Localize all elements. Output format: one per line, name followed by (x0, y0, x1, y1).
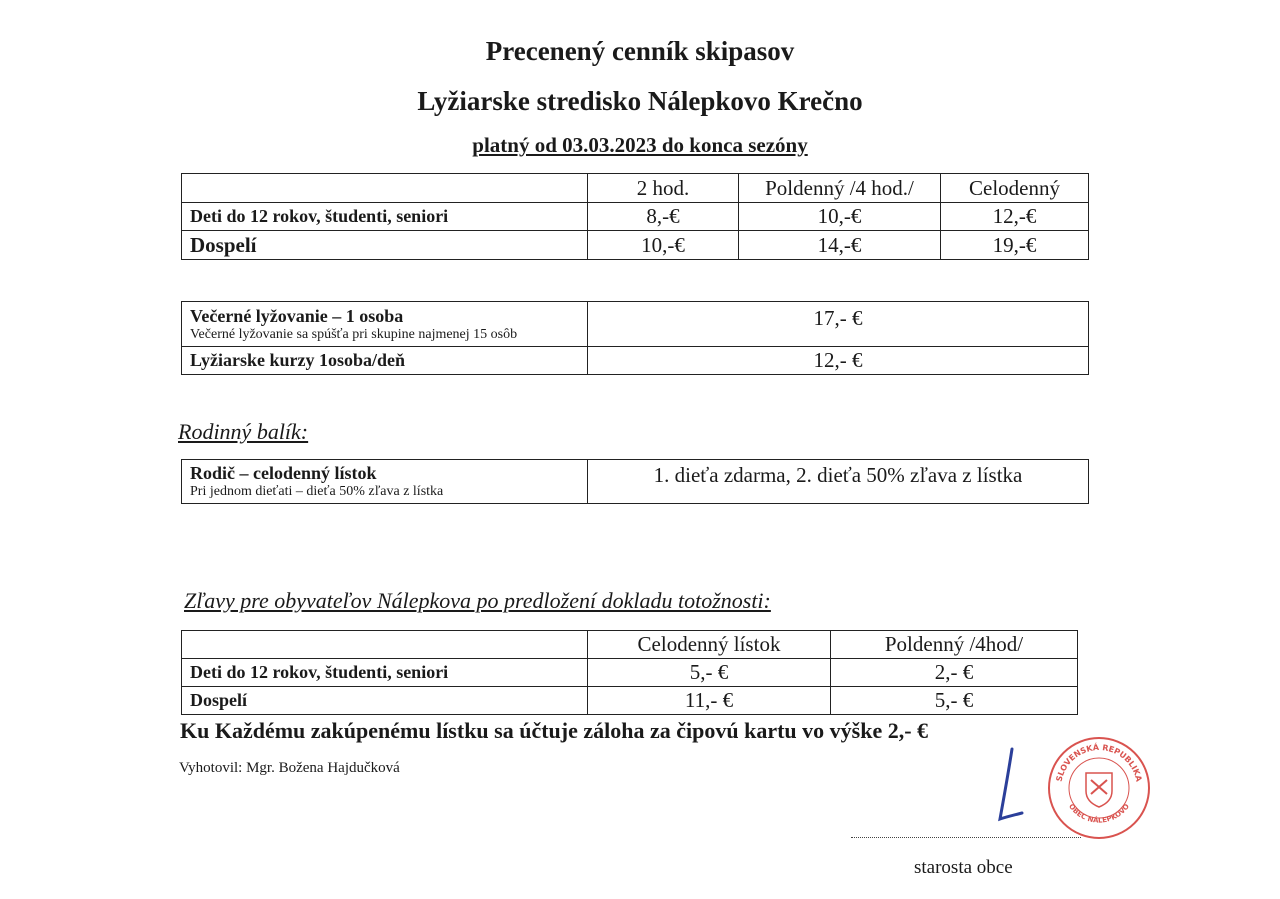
row-label: Deti do 12 rokov, študenti, seniori (182, 203, 588, 231)
price-cell: 5,- € (588, 659, 831, 687)
validity-line (0, 133, 1280, 158)
family-table (181, 459, 1089, 504)
price-cell: 19,-€ (941, 231, 1089, 260)
table-row (182, 302, 1089, 347)
price-table (181, 173, 1089, 260)
price-cell: 10,-€ (739, 203, 941, 231)
table-row (182, 347, 1089, 375)
column-header: Celodenný lístok (588, 631, 831, 659)
empty-header-cell (182, 174, 588, 203)
residents-header-row (182, 631, 1078, 659)
column-header: 2 hod. (588, 174, 739, 203)
price-cell: 12,- € (588, 347, 1089, 375)
svg-text:SLOVENSKÁ REPUBLIKA: SLOVENSKÁ REPUBLIKA (1054, 742, 1144, 783)
price-cell: 12,-€ (941, 203, 1089, 231)
prepared-by: Vyhotovil: Mgr. Božena Hajdučková (179, 760, 400, 776)
table-row (182, 460, 1089, 504)
validity-text: platný od 03.03.2023 do konca sezóny (472, 133, 808, 157)
column-header: Celodenný (941, 174, 1089, 203)
row-label-cell (182, 302, 588, 347)
table-row (182, 659, 1078, 687)
row-label: Rodič – celodenný lístok (190, 463, 377, 483)
family-offer: 1. dieťa zdarma, 2. dieťa 50% zľava z lístka (588, 460, 1089, 504)
row-label-cell (182, 460, 588, 504)
price-cell: 10,-€ (588, 231, 739, 260)
empty-header-cell (182, 631, 588, 659)
residents-table (181, 630, 1078, 715)
price-cell: 17,- € (588, 302, 1089, 347)
price-cell: 5,- € (831, 687, 1078, 715)
extra-services-table (181, 301, 1089, 375)
residents-heading: Zľavy pre obyvateľov Nálepkova po predložení dokladu totožnosti: (184, 588, 771, 613)
row-label: Dospelí (182, 231, 588, 260)
signature-mark (990, 745, 1030, 825)
price-table-header-row (182, 174, 1089, 203)
table-row (182, 231, 1089, 260)
deposit-note: Ku Každému zakúpenému lístku sa účtuje záloha za čipovú kartu vo výške 2,- € (180, 718, 929, 743)
document-title: Precenený cenník skipasov (485, 36, 795, 66)
row-label: Lyžiarske kurzy 1osoba/deň (182, 347, 588, 375)
column-header: Poldenný /4 hod./ (739, 174, 941, 203)
official-stamp (1046, 735, 1152, 841)
row-label: Deti do 12 rokov, študenti, seniori (182, 659, 588, 687)
row-note: Večerné lyžovanie sa spúšťa pri skupine najmenej 15 osôb (190, 326, 518, 342)
price-cell: 2,- € (831, 659, 1078, 687)
price-cell: 8,-€ (588, 203, 739, 231)
price-cell: 11,- € (588, 687, 831, 715)
signature-line (851, 837, 1081, 838)
table-row (182, 687, 1078, 715)
family-heading: Rodinný balík: (178, 419, 309, 444)
price-cell: 14,-€ (739, 231, 941, 260)
row-note: Pri jednom dieťati – dieťa 50% zľava z lístka (190, 484, 444, 499)
table-row (182, 203, 1089, 231)
resort-name: Lyžiarske stredisko Nálepkovo Krečno (417, 86, 863, 116)
signature-role: starosta obce (914, 857, 1013, 878)
row-label: Večerné lyžovanie – 1 osoba (190, 305, 404, 326)
column-header: Poldenný /4hod/ (831, 631, 1078, 659)
svg-text:OBEC NÁLEPKOVO: OBEC NÁLEPKOVO (1067, 802, 1131, 825)
row-label: Dospelí (182, 687, 588, 715)
